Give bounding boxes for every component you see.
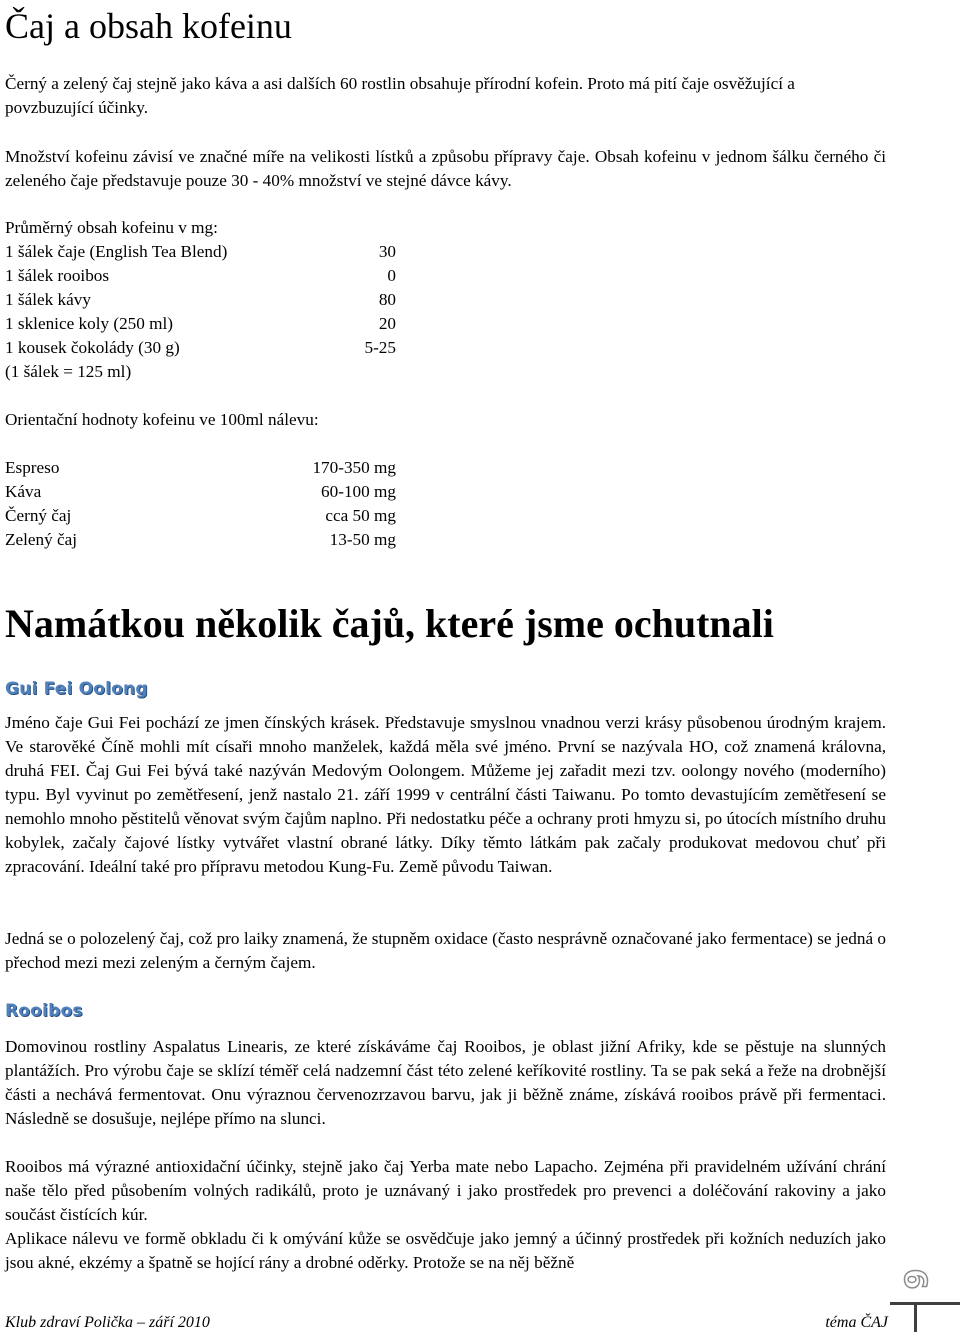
gui-fei-paragraph-2: Jedná se o polozelený čaj, což pro laiky znamená, že stupněm oxidace (často nesprávně označované jako fermentace) se jedná o přechod mezi mezi zeleným a černým čajem.	[5, 929, 886, 972]
page-number: 6	[897, 1268, 932, 1290]
footer-left-text: Klub zdraví Polička – září 2010	[5, 1314, 210, 1331]
row-value: 20	[378, 314, 396, 333]
table-row	[5, 480, 396, 504]
row-label: Káva	[5, 482, 42, 501]
row-value: 60-100 mg	[321, 482, 396, 501]
row-label: 1 šálek čaje (English Tea Blend)	[5, 242, 228, 261]
table-row	[5, 288, 396, 312]
table-row	[5, 240, 396, 264]
infusion-table	[5, 456, 396, 552]
intro-paragraph-2: Množství kofeinu závisí ve značné míře na velikosti lístků a způsobu přípravy čaje. Obsah kofeinu v jednom šálku černého či zeleného čaje představuje pouze 30 - 40% množství ve stejné dávce kávy.	[5, 147, 886, 190]
footer-right-text: téma ČAJ	[825, 1314, 888, 1331]
table-row	[5, 456, 396, 480]
intro-paragraph-1: Černý a zelený čaj stejně jako káva a asi dalších 60 rostlin obsahuje přírodní kofein. Proto má pití čaje osvěžující a povzbuzující účinky.	[5, 74, 795, 117]
rooibos-paragraph-1: Domovinou rostliny Aspalatus Linearis, ze které získáváme čaj Rooibos, je oblast jižní Afriky, kde se pěstuje na slunných plantážích. Pro výrobu čaje se sklízí téměř celá nadzemní část této zelené keříkovité rostliny. Ta se pak seká a řeže na drobnější části a nechává fermentovat. Onu výraznou červenozrzavou barvu, jak ji běžně známe, získává rooibos právě při fermentaci. Následně se dosušuje, nejlépe přímo na slunci.	[5, 1037, 886, 1128]
row-label: Zelený čaj	[5, 530, 78, 549]
tea-heading-rooibos: Rooibos	[5, 1001, 83, 1021]
footer-rule-vertical	[914, 1302, 917, 1332]
row-value: 80	[378, 290, 396, 309]
tea-heading-gui-fei: Gui Fei Oolong	[5, 679, 148, 699]
row-value: cca 50 mg	[325, 506, 396, 525]
table-row	[5, 504, 396, 528]
row-label: Černý čaj	[5, 506, 72, 525]
row-value: 13-50 mg	[329, 530, 396, 549]
row-label: Espreso	[5, 458, 60, 477]
page-title: Čaj a obsah kofeinu	[5, 6, 292, 46]
row-label: 1 šálek rooibos	[5, 266, 110, 285]
row-value: 170-350 mg	[312, 458, 396, 477]
avg-caffeine-note: (1 šálek = 125 ml)	[5, 362, 132, 381]
avg-caffeine-table	[5, 240, 396, 360]
infusion-heading: Orientační hodnoty kofeinu ve 100ml nálevu:	[5, 410, 319, 429]
row-label: 1 sklenice koly (250 ml)	[5, 314, 174, 333]
avg-caffeine-heading: Průměrný obsah kofeinu v mg:	[5, 218, 218, 237]
gui-fei-paragraph-1: Jméno čaje Gui Fei pochází ze jmen čínských krásek. Představuje smyslnou vnadnou verzi krásy působenou úrodným krajem. Ve starověké Číně mohli mít císaři mnoho manželek, každá měla své jméno. První se nazývala HO, což znamená královna, druhá FEI. Čaj Gui Fei bývá také nazýván Medovým Oolongem. Můžeme jej zařadit mezi tzv. oolongy nového (moderního) typu. Byl vyvinut po zemětřesení, jenž nastalo 21. září 1999 v centrální části Taiwanu. Po tomto devastujícím zemětřesení se nemohlo mnoho pěstitelů věnovat svým čajům naplno. Při nedostatku péče a ochrany proti hmyzu si, po útocích místního druhu kobylek, začaly čajové lístky vytvářet vlastní obrané látky. Díky těmto látkám pak začaly produkovat medovou chuť při zpracování. Ideální také pro přípravu metodou Kung-Fu. Země původu Taiwan.	[5, 713, 886, 876]
rooibos-paragraph-3: Aplikace nálevu ve formě obkladu či k omývání kůže se osvědčuje jako jemný a účinný prostředek při kožních neduzích jako jsou akné, ekzémy a špatně se hojící rány a drobné oděrky. Protože se na něj běžně	[5, 1229, 886, 1272]
table-row	[5, 312, 396, 336]
row-value: 30	[378, 242, 396, 261]
row-label: 1 kousek čokolády (30 g)	[5, 338, 180, 357]
table-row	[5, 528, 396, 552]
section-title: Namátkou několik čajů, které jsme ochutnali	[5, 601, 774, 646]
table-row	[5, 264, 396, 288]
table-row	[5, 336, 396, 360]
footer-rule	[890, 1302, 960, 1305]
row-value: 0	[387, 266, 396, 285]
row-value: 5-25	[364, 338, 396, 357]
rooibos-paragraph-2: Rooibos má výrazné antioxidační účinky, stejně jako čaj Yerba mate nebo Lapacho. Zejména při pravidelném užívání chrání naše tělo před působením volných radikálů, proto je uznávaný i jako prostředek pro prevenci a doléčování rakoviny a jako součást čistících kúr.	[5, 1157, 886, 1224]
row-label: 1 šálek kávy	[5, 290, 91, 309]
page-footer	[5, 1313, 888, 1333]
